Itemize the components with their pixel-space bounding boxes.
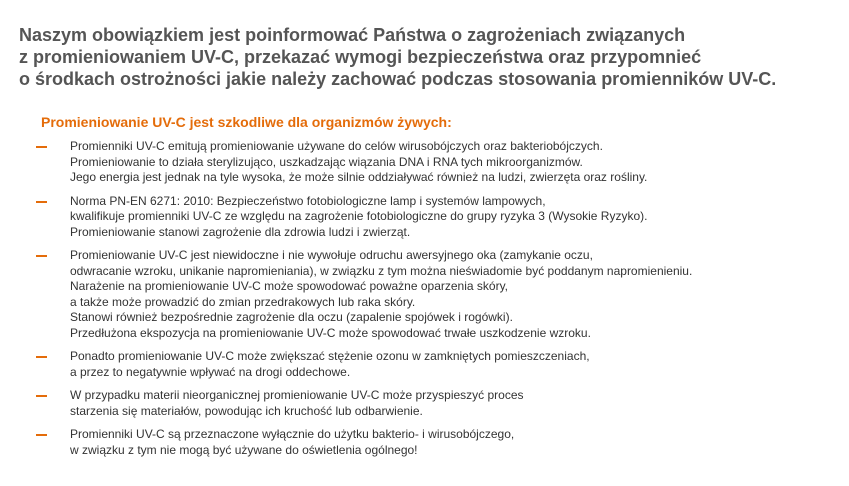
list-item-line: Ponadto promieniowanie UV-C może zwiększać stężenie ozonu w zamkniętych pomieszczeniach, [70, 349, 590, 363]
list-item-line: odwracanie wzroku, unikanie napromieniania), w związku z tym można nieświadomie być poddanym napromienieniu. [70, 263, 693, 278]
list-item-line: Promieniowanie UV-C jest niewidoczne i nie wywołuje odruchu awersyjnego oka (zamykanie oczu, [70, 248, 593, 262]
list-item-line: Norma PN-EN 6271: 2010: Bezpieczeństwo fotobiologiczne lamp i systemów lampowych, [70, 193, 546, 208]
list-item [36, 427, 836, 458]
list-item-line: W przypadku materii nieorganicznej promieniowanie UV-C może przyspieszyć proces [70, 388, 524, 402]
intro-line: z promieniowaniem UV-C, przekazać wymogi bezpieczeństwa oraz przypomnieć [19, 47, 702, 67]
list-item-line: w związku z tym nie mogą być używane do oświetlenia ogólnego! [70, 442, 418, 457]
orange-dash-bullet [36, 146, 47, 148]
orange-dash-bullet [36, 255, 47, 257]
orange-dash-bullet [36, 434, 47, 436]
list-item-line: Promienniki UV-C są przeznaczone wyłącznie do użytku bakterio- i wirusobójczego, [70, 427, 515, 441]
list-item-line: Jego energia jest jednak na tyle wysoka, że może silnie oddziaływać również na ludzi, zwierzęta oraz rośliny. [70, 170, 648, 184]
intro-line: o środkach ostrożności jakie należy zachować podczas stosowania promienników UV-C. [19, 69, 777, 89]
list-item [36, 248, 836, 341]
orange-dash-bullet [36, 395, 47, 397]
intro-heading [19, 24, 839, 90]
list-item-line: a przez to negatywnie wpływać na drogi oddechowe. [70, 364, 351, 379]
section-title: Promieniowanie UV-C jest szkodliwe dla organizmów żywych: [41, 114, 452, 130]
orange-dash-bullet [36, 356, 47, 358]
list-item-line: Narażenie na promieniowanie UV-C może spowodować poważne oparzenia skóry, [70, 279, 509, 293]
hazard-list [36, 139, 836, 466]
list-item [36, 139, 836, 186]
list-item [36, 349, 836, 380]
list-item-line: Promienniki UV-C emitują promieniowanie używane do celów wirusobójczych oraz bakteriobójczych. [70, 139, 603, 153]
list-item [36, 388, 836, 419]
list-item-line: Stanowi również bezpośrednie zagrożenie dla oczu (zapalenie spojówek i rogówki). [70, 310, 513, 324]
list-item-line: starzenia się materiałów, powodując ich kruchość lub odbarwienie. [70, 403, 423, 418]
list-item-line: Przedłużona ekspozycja na promieniowanie UV-C może spowodować trwałe uszkodzenie wzroku. [70, 325, 591, 340]
list-item [36, 194, 836, 241]
list-item-line: Promieniowanie to działa sterylizująco, uszkadzając wiązania DNA i RNA tych mikroorganizmów. [70, 154, 583, 169]
list-item-line: a także może prowadzić do zmian przedrakowych lub raka skóry. [70, 294, 416, 309]
list-item-line: Promieniowanie stanowi zagrożenie dla zdrowia ludzi i zwierząt. [70, 224, 411, 239]
orange-dash-bullet [36, 201, 47, 203]
list-item-line: kwalifikuje promienniki UV-C ze względu na zagrożenie fotobiologiczne do grupy ryzyka 3 (Wysokie Ryzyko). [70, 209, 648, 223]
intro-line: Naszym obowiązkiem jest poinformować Państwa o zagrożeniach związanych [19, 25, 686, 45]
